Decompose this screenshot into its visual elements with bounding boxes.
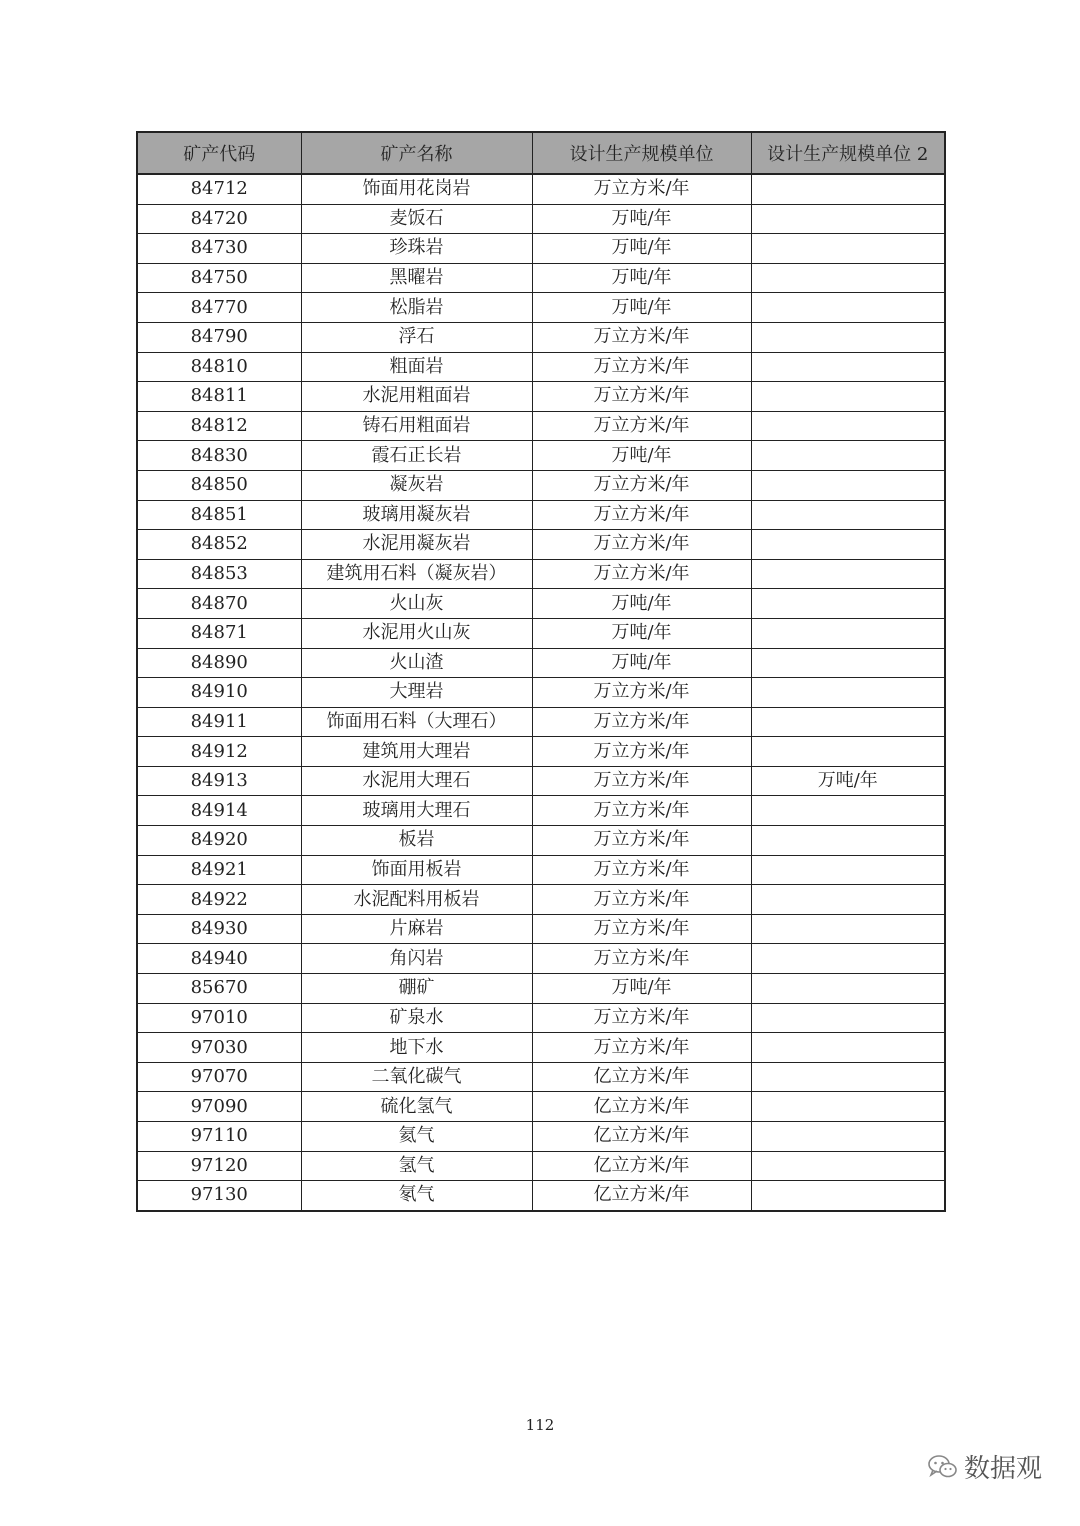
cell-unit-2 (751, 796, 945, 826)
cell-unit: 万立方米/年 (532, 826, 751, 856)
cell-mineral-name: 饰面用石料（大理石） (301, 707, 532, 737)
cell-unit-2 (751, 234, 945, 264)
cell-unit: 万立方米/年 (532, 352, 751, 382)
cell-unit-2 (751, 1122, 945, 1152)
cell-unit-2 (751, 885, 945, 915)
cell-unit-2 (751, 382, 945, 412)
cell-unit-2 (751, 263, 945, 293)
cell-unit-2 (751, 500, 945, 530)
cell-unit: 万立方米/年 (532, 855, 751, 885)
cell-unit: 万立方米/年 (532, 944, 751, 974)
watermark-text: 数据观 (964, 1454, 1043, 1484)
table-row (137, 855, 945, 885)
table-row (137, 1122, 945, 1152)
cell-unit-2 (751, 204, 945, 234)
cell-mineral-name: 水泥配料用板岩 (301, 885, 532, 915)
mineral-table (136, 131, 946, 1212)
cell-unit-2 (751, 618, 945, 648)
table-row (137, 648, 945, 678)
cell-mineral-name: 黑曜岩 (301, 263, 532, 293)
cell-mineral-name: 铸石用粗面岩 (301, 411, 532, 441)
cell-mineral-code: 84930 (137, 914, 301, 944)
cell-unit: 万立方米/年 (532, 766, 751, 796)
table-row (137, 589, 945, 619)
cell-mineral-name: 氡气 (301, 1181, 532, 1211)
cell-mineral-name: 火山渣 (301, 648, 532, 678)
cell-unit-2 (751, 559, 945, 589)
cell-mineral-name: 矿泉水 (301, 1003, 532, 1033)
table-row (137, 234, 945, 264)
cell-unit: 万吨/年 (532, 648, 751, 678)
cell-mineral-name: 凝灰岩 (301, 470, 532, 500)
cell-unit: 万吨/年 (532, 974, 751, 1004)
table-row (137, 707, 945, 737)
table-row (137, 1003, 945, 1033)
cell-unit: 万立方米/年 (532, 678, 751, 708)
cell-mineral-code: 85670 (137, 974, 301, 1004)
cell-mineral-code: 84830 (137, 441, 301, 471)
table-row (137, 796, 945, 826)
header-unit: 设计生产规模单位 (532, 132, 751, 174)
cell-mineral-name: 水泥用粗面岩 (301, 382, 532, 412)
table-row (137, 1181, 945, 1211)
cell-unit-2 (751, 441, 945, 471)
cell-mineral-name: 板岩 (301, 826, 532, 856)
cell-mineral-code: 84913 (137, 766, 301, 796)
cell-mineral-code: 84910 (137, 678, 301, 708)
cell-unit-2 (751, 974, 945, 1004)
cell-unit-2 (751, 914, 945, 944)
cell-mineral-name: 霞石正长岩 (301, 441, 532, 471)
table-row (137, 914, 945, 944)
cell-mineral-name: 建筑用石料（凝灰岩） (301, 559, 532, 589)
cell-unit-2 (751, 826, 945, 856)
cell-mineral-code: 84811 (137, 382, 301, 412)
cell-mineral-name: 松脂岩 (301, 293, 532, 323)
cell-unit-2 (751, 678, 945, 708)
table-row (137, 826, 945, 856)
cell-unit: 万吨/年 (532, 234, 751, 264)
cell-mineral-code: 84850 (137, 470, 301, 500)
table-row (137, 974, 945, 1004)
cell-mineral-name: 浮石 (301, 322, 532, 352)
cell-unit: 万立方米/年 (532, 322, 751, 352)
cell-mineral-code: 84871 (137, 618, 301, 648)
cell-mineral-name: 硫化氢气 (301, 1092, 532, 1122)
cell-mineral-name: 氢气 (301, 1151, 532, 1181)
cell-unit: 亿立方米/年 (532, 1181, 751, 1211)
cell-mineral-code: 84911 (137, 707, 301, 737)
cell-mineral-code: 84810 (137, 352, 301, 382)
table-row (137, 411, 945, 441)
cell-mineral-code: 84921 (137, 855, 301, 885)
table-row (137, 263, 945, 293)
table-header-row (137, 132, 945, 174)
cell-mineral-name: 角闪岩 (301, 944, 532, 974)
cell-mineral-code: 97110 (137, 1122, 301, 1152)
cell-mineral-code: 84730 (137, 234, 301, 264)
cell-mineral-name: 饰面用板岩 (301, 855, 532, 885)
cell-unit: 亿立方米/年 (532, 1151, 751, 1181)
cell-unit-2 (751, 944, 945, 974)
cell-mineral-code: 84852 (137, 530, 301, 560)
cell-unit-2 (751, 411, 945, 441)
cell-unit: 万立方米/年 (532, 500, 751, 530)
cell-unit-2 (751, 855, 945, 885)
cell-mineral-code: 84914 (137, 796, 301, 826)
wechat-icon (928, 1454, 958, 1480)
table-row (137, 293, 945, 323)
cell-unit-2 (751, 1181, 945, 1211)
cell-unit: 万立方米/年 (532, 885, 751, 915)
cell-mineral-code: 97030 (137, 1033, 301, 1063)
table-row (137, 530, 945, 560)
cell-mineral-name: 水泥用火山灰 (301, 618, 532, 648)
cell-mineral-name: 地下水 (301, 1033, 532, 1063)
cell-mineral-code: 84720 (137, 204, 301, 234)
table-row (137, 500, 945, 530)
page-number: 112 (525, 1416, 555, 1434)
table-row (137, 1151, 945, 1181)
table-row (137, 766, 945, 796)
header-mineral-name: 矿产名称 (301, 132, 532, 174)
cell-unit: 万立方米/年 (532, 737, 751, 767)
watermark (928, 1448, 1042, 1485)
cell-unit-2 (751, 174, 945, 204)
cell-unit-2 (751, 1092, 945, 1122)
cell-mineral-name: 麦饭石 (301, 204, 532, 234)
cell-unit: 万立方米/年 (532, 707, 751, 737)
table-row (137, 1062, 945, 1092)
cell-mineral-code: 84922 (137, 885, 301, 915)
cell-unit: 万吨/年 (532, 293, 751, 323)
cell-mineral-name: 大理岩 (301, 678, 532, 708)
table-row (137, 204, 945, 234)
cell-mineral-code: 97130 (137, 1181, 301, 1211)
cell-mineral-name: 硼矿 (301, 974, 532, 1004)
cell-mineral-code: 97070 (137, 1062, 301, 1092)
table-row (137, 470, 945, 500)
table-row (137, 352, 945, 382)
cell-unit-2 (751, 589, 945, 619)
cell-unit-2 (751, 1062, 945, 1092)
table-row (137, 1092, 945, 1122)
cell-mineral-code: 97120 (137, 1151, 301, 1181)
cell-unit: 万立方米/年 (532, 1003, 751, 1033)
cell-unit-2 (751, 1033, 945, 1063)
cell-unit-2 (751, 352, 945, 382)
cell-mineral-name: 玻璃用凝灰岩 (301, 500, 532, 530)
header-unit-2: 设计生产规模单位 2 (751, 132, 945, 174)
table-row (137, 885, 945, 915)
table-row (137, 678, 945, 708)
cell-unit-2 (751, 293, 945, 323)
cell-mineral-code: 84770 (137, 293, 301, 323)
cell-unit: 亿立方米/年 (532, 1092, 751, 1122)
cell-unit: 万立方米/年 (532, 382, 751, 412)
cell-mineral-name: 氦气 (301, 1122, 532, 1152)
header-mineral-code: 矿产代码 (137, 132, 301, 174)
cell-mineral-name: 二氧化碳气 (301, 1062, 532, 1092)
cell-mineral-code: 84851 (137, 500, 301, 530)
cell-unit-2 (751, 737, 945, 767)
cell-unit-2 (751, 1003, 945, 1033)
cell-unit: 万立方米/年 (532, 1033, 751, 1063)
cell-mineral-code: 84890 (137, 648, 301, 678)
cell-mineral-name: 建筑用大理岩 (301, 737, 532, 767)
table-row (137, 944, 945, 974)
cell-unit: 万立方米/年 (532, 796, 751, 826)
cell-unit: 万吨/年 (532, 263, 751, 293)
cell-mineral-name: 粗面岩 (301, 352, 532, 382)
cell-unit-2 (751, 648, 945, 678)
cell-mineral-name: 水泥用大理石 (301, 766, 532, 796)
cell-unit: 万立方米/年 (532, 530, 751, 560)
cell-unit: 亿立方米/年 (532, 1122, 751, 1152)
table-row (137, 174, 945, 204)
cell-mineral-code: 84790 (137, 322, 301, 352)
cell-unit-2 (751, 530, 945, 560)
cell-unit: 万立方米/年 (532, 470, 751, 500)
cell-unit: 万吨/年 (532, 204, 751, 234)
cell-unit: 亿立方米/年 (532, 1062, 751, 1092)
table-row (137, 382, 945, 412)
cell-unit: 万立方米/年 (532, 411, 751, 441)
cell-unit: 万吨/年 (532, 589, 751, 619)
cell-mineral-name: 玻璃用大理石 (301, 796, 532, 826)
cell-mineral-code: 97010 (137, 1003, 301, 1033)
cell-mineral-code: 84870 (137, 589, 301, 619)
cell-unit: 万立方米/年 (532, 559, 751, 589)
cell-unit: 万吨/年 (532, 618, 751, 648)
table-body (137, 174, 945, 1211)
cell-mineral-code: 84912 (137, 737, 301, 767)
cell-mineral-name: 水泥用凝灰岩 (301, 530, 532, 560)
table-row (137, 559, 945, 589)
table-row (137, 1033, 945, 1063)
cell-mineral-code: 84853 (137, 559, 301, 589)
table-row (137, 737, 945, 767)
cell-mineral-code: 84940 (137, 944, 301, 974)
cell-unit-2 (751, 1151, 945, 1181)
cell-unit-2: 万吨/年 (751, 766, 945, 796)
cell-mineral-name: 片麻岩 (301, 914, 532, 944)
cell-unit: 万立方米/年 (532, 174, 751, 204)
table-row (137, 322, 945, 352)
cell-mineral-code: 84812 (137, 411, 301, 441)
cell-mineral-name: 火山灰 (301, 589, 532, 619)
cell-unit-2 (751, 322, 945, 352)
cell-mineral-code: 97090 (137, 1092, 301, 1122)
cell-unit: 万立方米/年 (532, 914, 751, 944)
cell-unit-2 (751, 707, 945, 737)
cell-mineral-name: 饰面用花岗岩 (301, 174, 532, 204)
table-row (137, 441, 945, 471)
cell-unit-2 (751, 470, 945, 500)
cell-mineral-code: 84712 (137, 174, 301, 204)
table-row (137, 618, 945, 648)
cell-mineral-code: 84920 (137, 826, 301, 856)
cell-unit: 万吨/年 (532, 441, 751, 471)
cell-mineral-name: 珍珠岩 (301, 234, 532, 264)
cell-mineral-code: 84750 (137, 263, 301, 293)
